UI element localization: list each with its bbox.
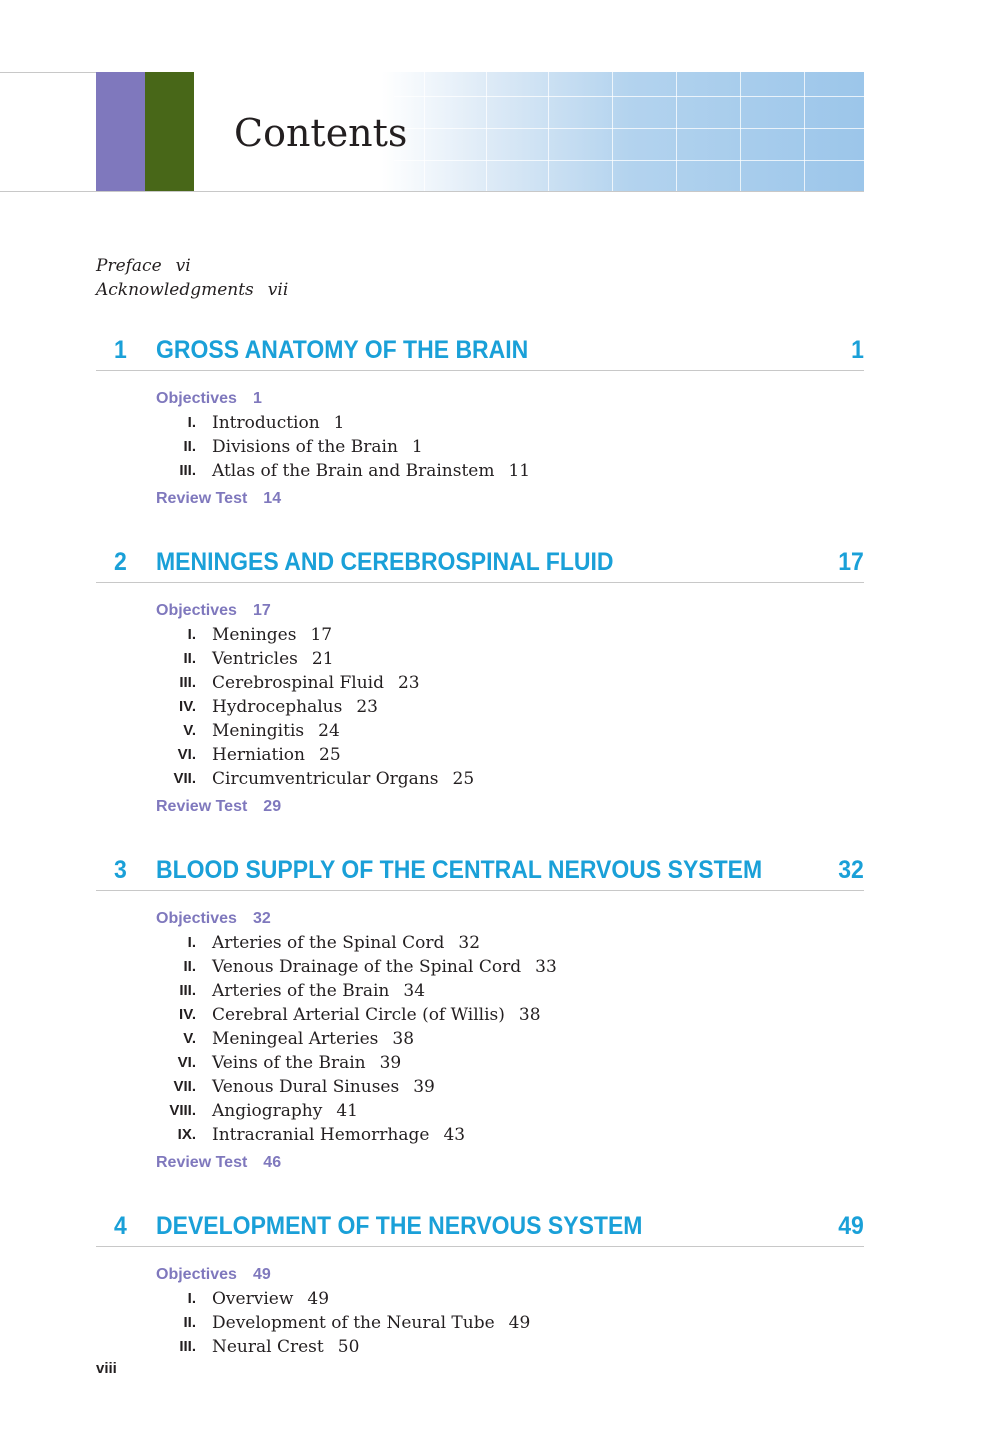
toc-item-title: Intracranial Hemorrhage bbox=[212, 1125, 430, 1145]
toc-item-title: Meninges bbox=[212, 625, 297, 645]
toc-item-page: 17 bbox=[310, 625, 333, 645]
toc-item-text bbox=[212, 955, 557, 979]
header-bottom-rule bbox=[0, 191, 864, 192]
chapter-heading[interactable] bbox=[96, 546, 864, 582]
toc-item-text bbox=[212, 1003, 541, 1027]
review-test-label: Review Test bbox=[156, 490, 248, 507]
roman-numeral: II. bbox=[183, 438, 196, 455]
objectives-page: 1 bbox=[252, 390, 262, 407]
chapter-entries bbox=[156, 907, 557, 1175]
toc-item-title: Cerebral Arterial Circle (of Willis) bbox=[212, 1005, 505, 1025]
toc-item-page: 1 bbox=[333, 413, 345, 433]
roman-numeral: II. bbox=[183, 650, 196, 667]
toc-item-title: Arteries of the Brain bbox=[212, 981, 390, 1001]
toc-item[interactable] bbox=[156, 1099, 358, 1123]
chapter-heading[interactable] bbox=[96, 1210, 864, 1246]
toc-item-title: Ventricles bbox=[212, 649, 298, 669]
chapter-title: DEVELOPMENT OF THE NERVOUS SYSTEM bbox=[156, 1212, 643, 1240]
toc-item[interactable] bbox=[156, 1003, 541, 1027]
roman-numeral: I. bbox=[187, 1290, 196, 1307]
toc-item[interactable] bbox=[156, 1075, 435, 1099]
toc-item[interactable] bbox=[156, 1027, 415, 1051]
roman-numeral: VI. bbox=[177, 746, 196, 763]
objectives-label: Objectives bbox=[156, 602, 237, 619]
toc-item-page: 43 bbox=[443, 1125, 466, 1145]
toc-item-title: Hydrocephalus bbox=[212, 697, 343, 717]
toc-item-title: Venous Dural Sinuses bbox=[212, 1077, 400, 1097]
front-matter-item[interactable]: Acknowledgments vii bbox=[96, 280, 289, 300]
toc-item-title: Veins of the Brain bbox=[212, 1053, 366, 1073]
chapter-section bbox=[96, 854, 864, 1171]
toc-item-page: 21 bbox=[311, 649, 334, 669]
roman-numeral: IV. bbox=[179, 1006, 196, 1023]
roman-numeral: VIII. bbox=[169, 1102, 196, 1119]
toc-item-page: 39 bbox=[413, 1077, 435, 1097]
header-green-block bbox=[145, 72, 194, 192]
objectives-label: Objectives bbox=[156, 390, 237, 407]
chapter-heading[interactable] bbox=[96, 854, 864, 890]
objectives-page: 17 bbox=[252, 602, 271, 619]
front-matter-item[interactable]: Preface vi bbox=[96, 256, 191, 276]
toc-item-page: 49 bbox=[307, 1289, 330, 1309]
toc-item-text bbox=[212, 1287, 329, 1311]
toc-item-text bbox=[212, 1099, 358, 1123]
toc-item-page: 23 bbox=[356, 697, 378, 717]
toc-item-page: 1 bbox=[411, 437, 423, 457]
toc-item[interactable] bbox=[156, 743, 341, 767]
toc-item-text bbox=[212, 1075, 435, 1099]
toc-item-page: 38 bbox=[392, 1029, 415, 1049]
toc-item-title: Neural Crest bbox=[212, 1337, 324, 1357]
chapter-heading[interactable] bbox=[96, 334, 864, 370]
toc-item-text bbox=[212, 1051, 401, 1075]
toc-item[interactable] bbox=[156, 1123, 466, 1147]
chapter-title: GROSS ANATOMY OF THE BRAIN bbox=[156, 336, 529, 364]
toc-item-title: Overview bbox=[212, 1289, 294, 1309]
objectives-entry[interactable] bbox=[156, 907, 281, 931]
toc-item-title: Atlas of the Brain and Brainstem bbox=[212, 461, 495, 481]
toc-item-page: 34 bbox=[403, 981, 426, 1001]
chapter-number: 3 bbox=[114, 856, 127, 884]
toc-item[interactable] bbox=[156, 411, 345, 435]
chapter-title: BLOOD SUPPLY OF THE CENTRAL NERVOUS SYSTEM bbox=[156, 856, 763, 884]
front-matter bbox=[96, 254, 288, 302]
roman-numeral: IV. bbox=[179, 698, 196, 715]
chapter-number: 1 bbox=[114, 336, 127, 364]
chapter-page: 32 bbox=[838, 856, 864, 884]
review-test-entry[interactable] bbox=[156, 487, 281, 511]
review-test-entry[interactable] bbox=[156, 795, 281, 819]
toc-item-page: 33 bbox=[535, 957, 557, 977]
roman-numeral: VI. bbox=[177, 1054, 196, 1071]
toc-item-page: 11 bbox=[508, 461, 531, 481]
toc-item-page: 38 bbox=[518, 1005, 541, 1025]
toc-item-text bbox=[212, 1335, 359, 1359]
toc-item-text bbox=[212, 719, 340, 743]
objectives-entry[interactable] bbox=[156, 1263, 271, 1287]
chapter-section bbox=[96, 1210, 864, 1357]
toc-item[interactable] bbox=[156, 767, 475, 791]
objectives-label: Objectives bbox=[156, 1266, 237, 1283]
toc-item-page: 25 bbox=[452, 769, 475, 789]
chapter-section bbox=[96, 334, 864, 507]
roman-numeral: II. bbox=[183, 958, 196, 975]
toc-item-title: Angiography bbox=[212, 1101, 323, 1121]
objectives-page: 32 bbox=[252, 910, 271, 927]
toc-item-page: 39 bbox=[379, 1053, 402, 1073]
toc-item[interactable] bbox=[156, 671, 420, 695]
chapter-entries bbox=[156, 387, 531, 511]
roman-numeral: IX. bbox=[177, 1126, 196, 1143]
toc-item-title: Arteries of the Spinal Cord bbox=[212, 933, 445, 953]
toc-item-title: Meningitis bbox=[212, 721, 305, 741]
objectives-label: Objectives bbox=[156, 910, 237, 927]
toc-item[interactable] bbox=[156, 695, 378, 719]
toc-item-text bbox=[212, 671, 420, 695]
objectives-entry[interactable] bbox=[156, 387, 281, 411]
roman-numeral: VII. bbox=[173, 770, 196, 787]
toc-item-title: Herniation bbox=[212, 745, 305, 765]
page-title: Contents bbox=[234, 111, 408, 155]
review-test-entry[interactable] bbox=[156, 1151, 281, 1175]
toc-item[interactable] bbox=[156, 459, 531, 483]
toc-item-page: 32 bbox=[458, 933, 481, 953]
toc-item-page: 49 bbox=[508, 1313, 531, 1333]
chapter-section bbox=[96, 546, 864, 815]
chapter-rule bbox=[96, 582, 864, 583]
roman-numeral: III. bbox=[179, 982, 196, 999]
review-test-page: 46 bbox=[263, 1154, 282, 1171]
roman-numeral: V. bbox=[183, 722, 196, 739]
toc-item-text bbox=[212, 647, 334, 671]
toc-item-text bbox=[212, 1311, 530, 1335]
toc-item-page: 24 bbox=[318, 721, 340, 741]
review-test-label: Review Test bbox=[156, 798, 248, 815]
roman-numeral: III. bbox=[179, 674, 196, 691]
review-test-page: 29 bbox=[263, 798, 282, 815]
objectives-page: 49 bbox=[252, 1266, 271, 1283]
roman-numeral: VII. bbox=[173, 1078, 196, 1095]
toc-item-text bbox=[212, 1123, 465, 1147]
toc-item-text bbox=[212, 623, 332, 647]
toc-item-page: 23 bbox=[397, 673, 420, 693]
toc-item-title: Cerebrospinal Fluid bbox=[212, 673, 384, 693]
chapter-number: 2 bbox=[114, 548, 127, 576]
chapter-number: 4 bbox=[114, 1212, 127, 1240]
toc-item[interactable] bbox=[156, 931, 481, 955]
toc-item-page: 25 bbox=[319, 745, 341, 765]
objectives-entry[interactable] bbox=[156, 599, 281, 623]
roman-numeral: II. bbox=[183, 1314, 196, 1331]
toc-item-title: Meningeal Arteries bbox=[212, 1029, 379, 1049]
chapter-entries bbox=[156, 599, 475, 819]
chapter-page: 1 bbox=[851, 336, 864, 364]
toc-item-text bbox=[212, 695, 378, 719]
toc-item-page: 41 bbox=[336, 1101, 358, 1121]
toc-item-title: Introduction bbox=[212, 413, 320, 433]
roman-numeral: V. bbox=[183, 1030, 196, 1047]
page-folio: viii bbox=[96, 1360, 117, 1377]
toc-item[interactable] bbox=[156, 1335, 360, 1359]
toc-item[interactable] bbox=[156, 719, 340, 743]
toc-item[interactable] bbox=[156, 955, 557, 979]
chapter-rule bbox=[96, 1246, 864, 1247]
toc-item-text bbox=[212, 743, 341, 767]
toc-item[interactable] bbox=[156, 1311, 531, 1335]
chapter-rule bbox=[96, 370, 864, 371]
chapter-entries bbox=[156, 1263, 531, 1359]
toc-item-title: Circumventricular Organs bbox=[212, 769, 439, 789]
toc-item-text bbox=[212, 411, 345, 435]
toc-item-text bbox=[212, 767, 474, 791]
toc-item-text bbox=[212, 931, 480, 955]
toc-item-title: Venous Drainage of the Spinal Cord bbox=[212, 957, 522, 977]
toc-item-text bbox=[212, 459, 530, 483]
toc-item-text bbox=[212, 1027, 414, 1051]
toc-item-text bbox=[212, 435, 423, 459]
roman-numeral: I. bbox=[187, 414, 196, 431]
toc-item-text bbox=[212, 979, 425, 1003]
roman-numeral: I. bbox=[187, 626, 196, 643]
review-test-page: 14 bbox=[263, 490, 282, 507]
toc-item[interactable] bbox=[156, 1051, 402, 1075]
toc-item[interactable] bbox=[156, 435, 423, 459]
toc-item-page: 50 bbox=[337, 1337, 360, 1357]
review-test-label: Review Test bbox=[156, 1154, 248, 1171]
toc-item-title: Development of the Neural Tube bbox=[212, 1313, 495, 1333]
header-purple-block bbox=[96, 72, 145, 192]
chapter-page: 49 bbox=[838, 1212, 864, 1240]
toc-item[interactable] bbox=[156, 1287, 330, 1311]
toc-item-title: Divisions of the Brain bbox=[212, 437, 398, 457]
toc-item[interactable] bbox=[156, 647, 334, 671]
chapter-rule bbox=[96, 890, 864, 891]
chapter-title: MENINGES AND CEREBROSPINAL FLUID bbox=[156, 548, 614, 576]
chapter-page: 17 bbox=[838, 548, 864, 576]
roman-numeral: I. bbox=[187, 934, 196, 951]
roman-numeral: III. bbox=[179, 462, 196, 479]
roman-numeral: III. bbox=[179, 1338, 196, 1355]
toc-item[interactable] bbox=[156, 623, 333, 647]
toc-item[interactable] bbox=[156, 979, 426, 1003]
